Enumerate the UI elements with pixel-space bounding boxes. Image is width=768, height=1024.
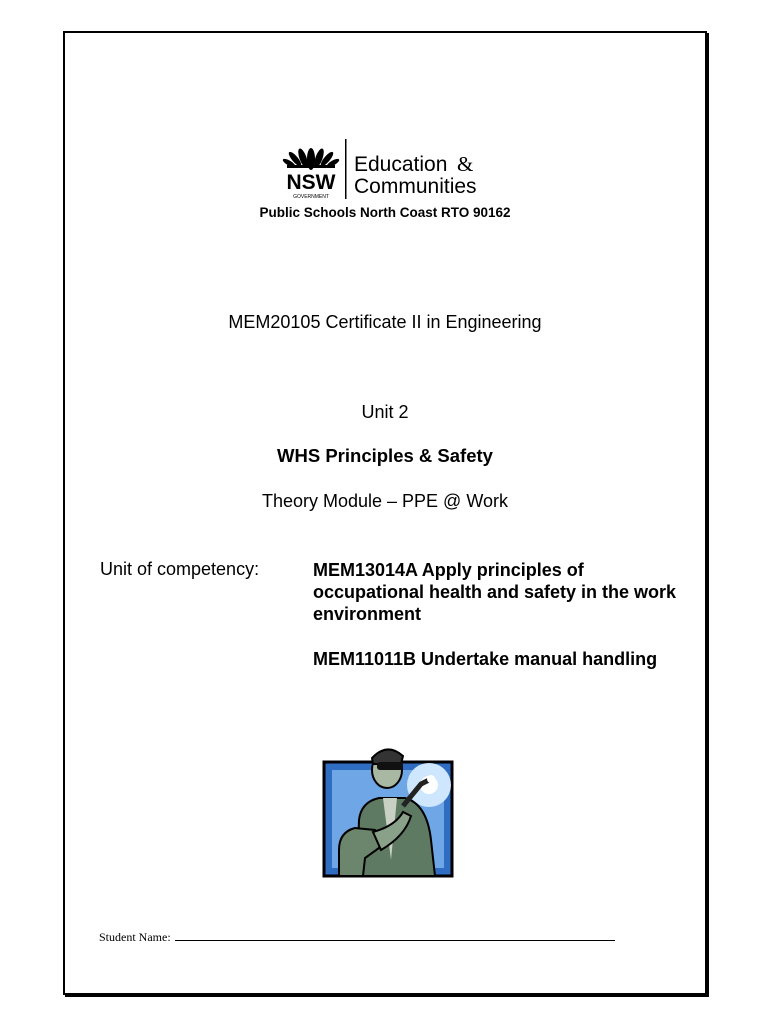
welder-illustration-icon	[317, 740, 457, 880]
competency-item: MEM13014A Apply principles of occupational health and safety in the work environment	[313, 560, 677, 624]
student-name-label: Student Name:	[99, 930, 171, 944]
waratah-icon	[282, 147, 341, 170]
student-name-field	[99, 929, 615, 945]
competency-item: MEM11011B Undertake manual handling	[313, 649, 658, 669]
competency-label: Unit of competency:	[100, 559, 260, 579]
unit-number: Unit 2	[361, 402, 409, 422]
department-line-1: Education	[354, 153, 448, 176]
document-page	[63, 31, 707, 995]
department-ampersand: &	[457, 152, 474, 176]
government-label: GOVERNMENT	[293, 194, 329, 200]
nsw-wordmark: NSW	[286, 171, 336, 194]
student-name-line[interactable]	[175, 929, 615, 941]
nsw-education-communities-logo	[281, 133, 531, 205]
department-line-2: Communities	[354, 175, 477, 198]
module-title: Theory Module – PPE @ Work	[261, 491, 509, 511]
unit-title: WHS Principles & Safety	[277, 445, 493, 466]
certificate-title: MEM20105 Certificate II in Engineering	[228, 312, 542, 332]
logo-divider	[345, 139, 347, 199]
rto-label: Public Schools North Coast RTO 90162	[259, 205, 511, 220]
